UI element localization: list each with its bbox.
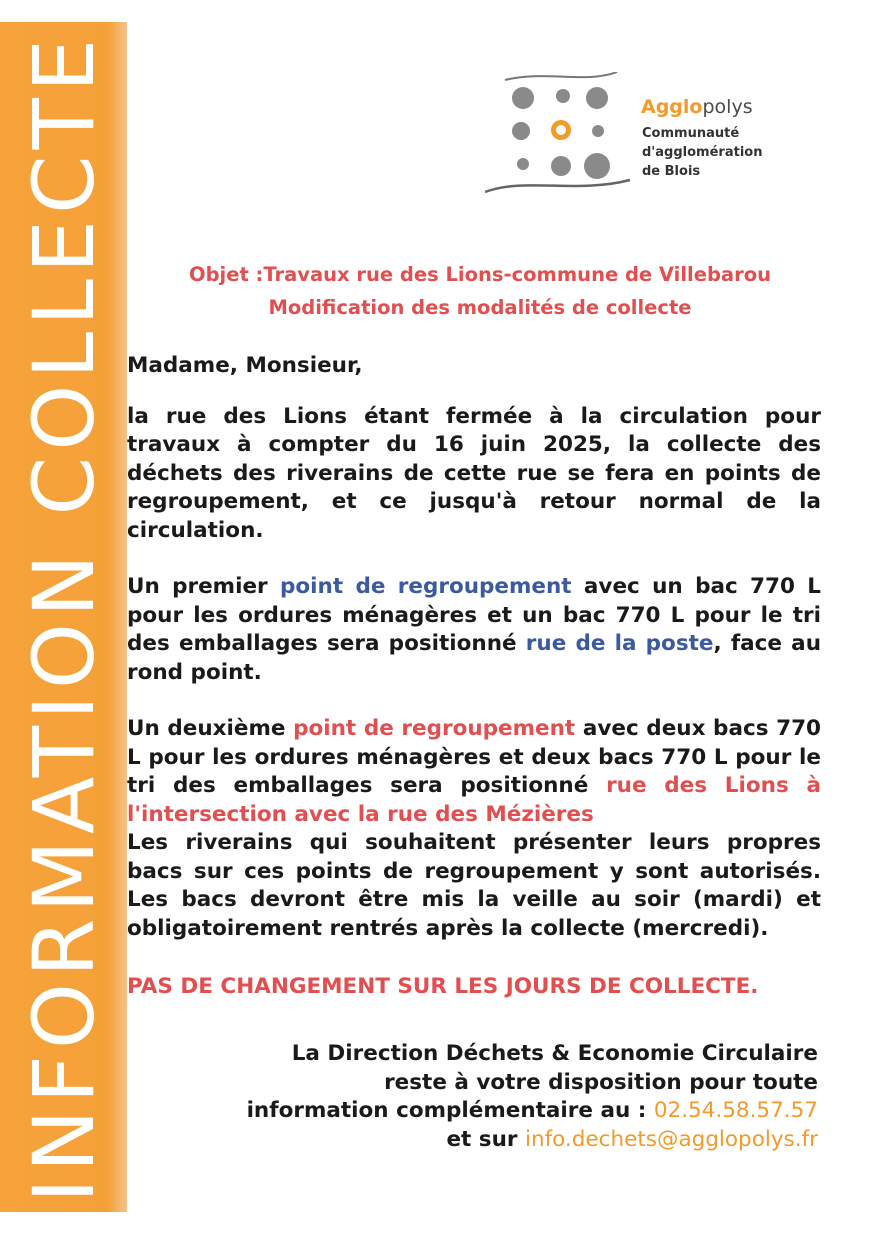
logo-brand — [641, 96, 753, 118]
highlight-point: point de regroupement — [293, 716, 576, 741]
logo-brand-agglo: Agglo — [641, 96, 703, 118]
agglopolys-dots-logo-icon — [485, 72, 635, 197]
subject-line-1: Objet :Travaux rue des Lions-commune de Villebarou — [189, 263, 771, 286]
letter-body — [127, 352, 821, 1002]
text-span: information complémentaire au : — [246, 1098, 654, 1123]
phone-number: 02.54.58.57.57 — [653, 1098, 818, 1123]
subject-block — [140, 258, 820, 324]
paragraph-second-point — [127, 715, 821, 829]
text-span: avec un bac 770 L pour les ordures ménagères et un bac 770 L pour le tri des emballages sera positionné — [127, 574, 821, 656]
signature-block — [190, 1040, 818, 1154]
notice-banner: PAS DE CHANGEMENT SUR LES JOURS DE COLLECTE. — [127, 974, 759, 999]
text-span: Un premier — [127, 574, 280, 599]
signature-line-2: reste à votre disposition pour toute — [384, 1069, 818, 1095]
agglopolys-logo — [485, 72, 815, 202]
signature-line-3 — [190, 1097, 818, 1126]
email-address: info.dechets@agglopolys.fr — [524, 1126, 818, 1152]
text-span: et sur — [446, 1126, 525, 1152]
subject-line-2: Modification des modalités de collecte — [268, 296, 692, 319]
highlight-location: rue des Lions à l'intersection avec la rue des Mézières — [127, 773, 821, 827]
side-banner-text: INFORMATION COLLECTE — [15, 32, 113, 1204]
text-span: , face au rond point. — [127, 631, 821, 685]
text-span: avec deux bacs 770 L pour les ordures ménagères et deux bacs 770 L pour le tri des emballages sera positionné — [127, 716, 821, 798]
text-span: Un deuxième — [127, 716, 294, 741]
signature-line-4 — [190, 1126, 818, 1155]
paragraph-residents: Les riverains qui souhaitent présenter leurs propres bacs sur ces points de regroupement y sont autorisés. Les bacs devront être mis la veille au soir (mardi) et obligatoirement rentrés après la collecte (mercredi). — [127, 830, 821, 941]
highlight-location: rue de la poste — [525, 631, 714, 656]
paragraph-closure: la rue des Lions étant fermée à la circulation pour travaux à compter du 16 juin 2025, la collecte des déchets des riverains de cette rue se fera en points de regroupement, et ce jusqu'à retour normal de la circulation. — [127, 403, 821, 543]
logo-brand-polys: polys — [702, 96, 753, 118]
signature-line-1: La Direction Déchets & Economie Circulaire — [291, 1041, 818, 1066]
logo-subtitle: Communauté d'agglomération de Blois — [642, 126, 763, 179]
highlight-point: point de regroupement — [280, 574, 572, 599]
greeting: Madame, Monsieur, — [127, 353, 363, 378]
paragraph-first-point — [127, 573, 821, 687]
